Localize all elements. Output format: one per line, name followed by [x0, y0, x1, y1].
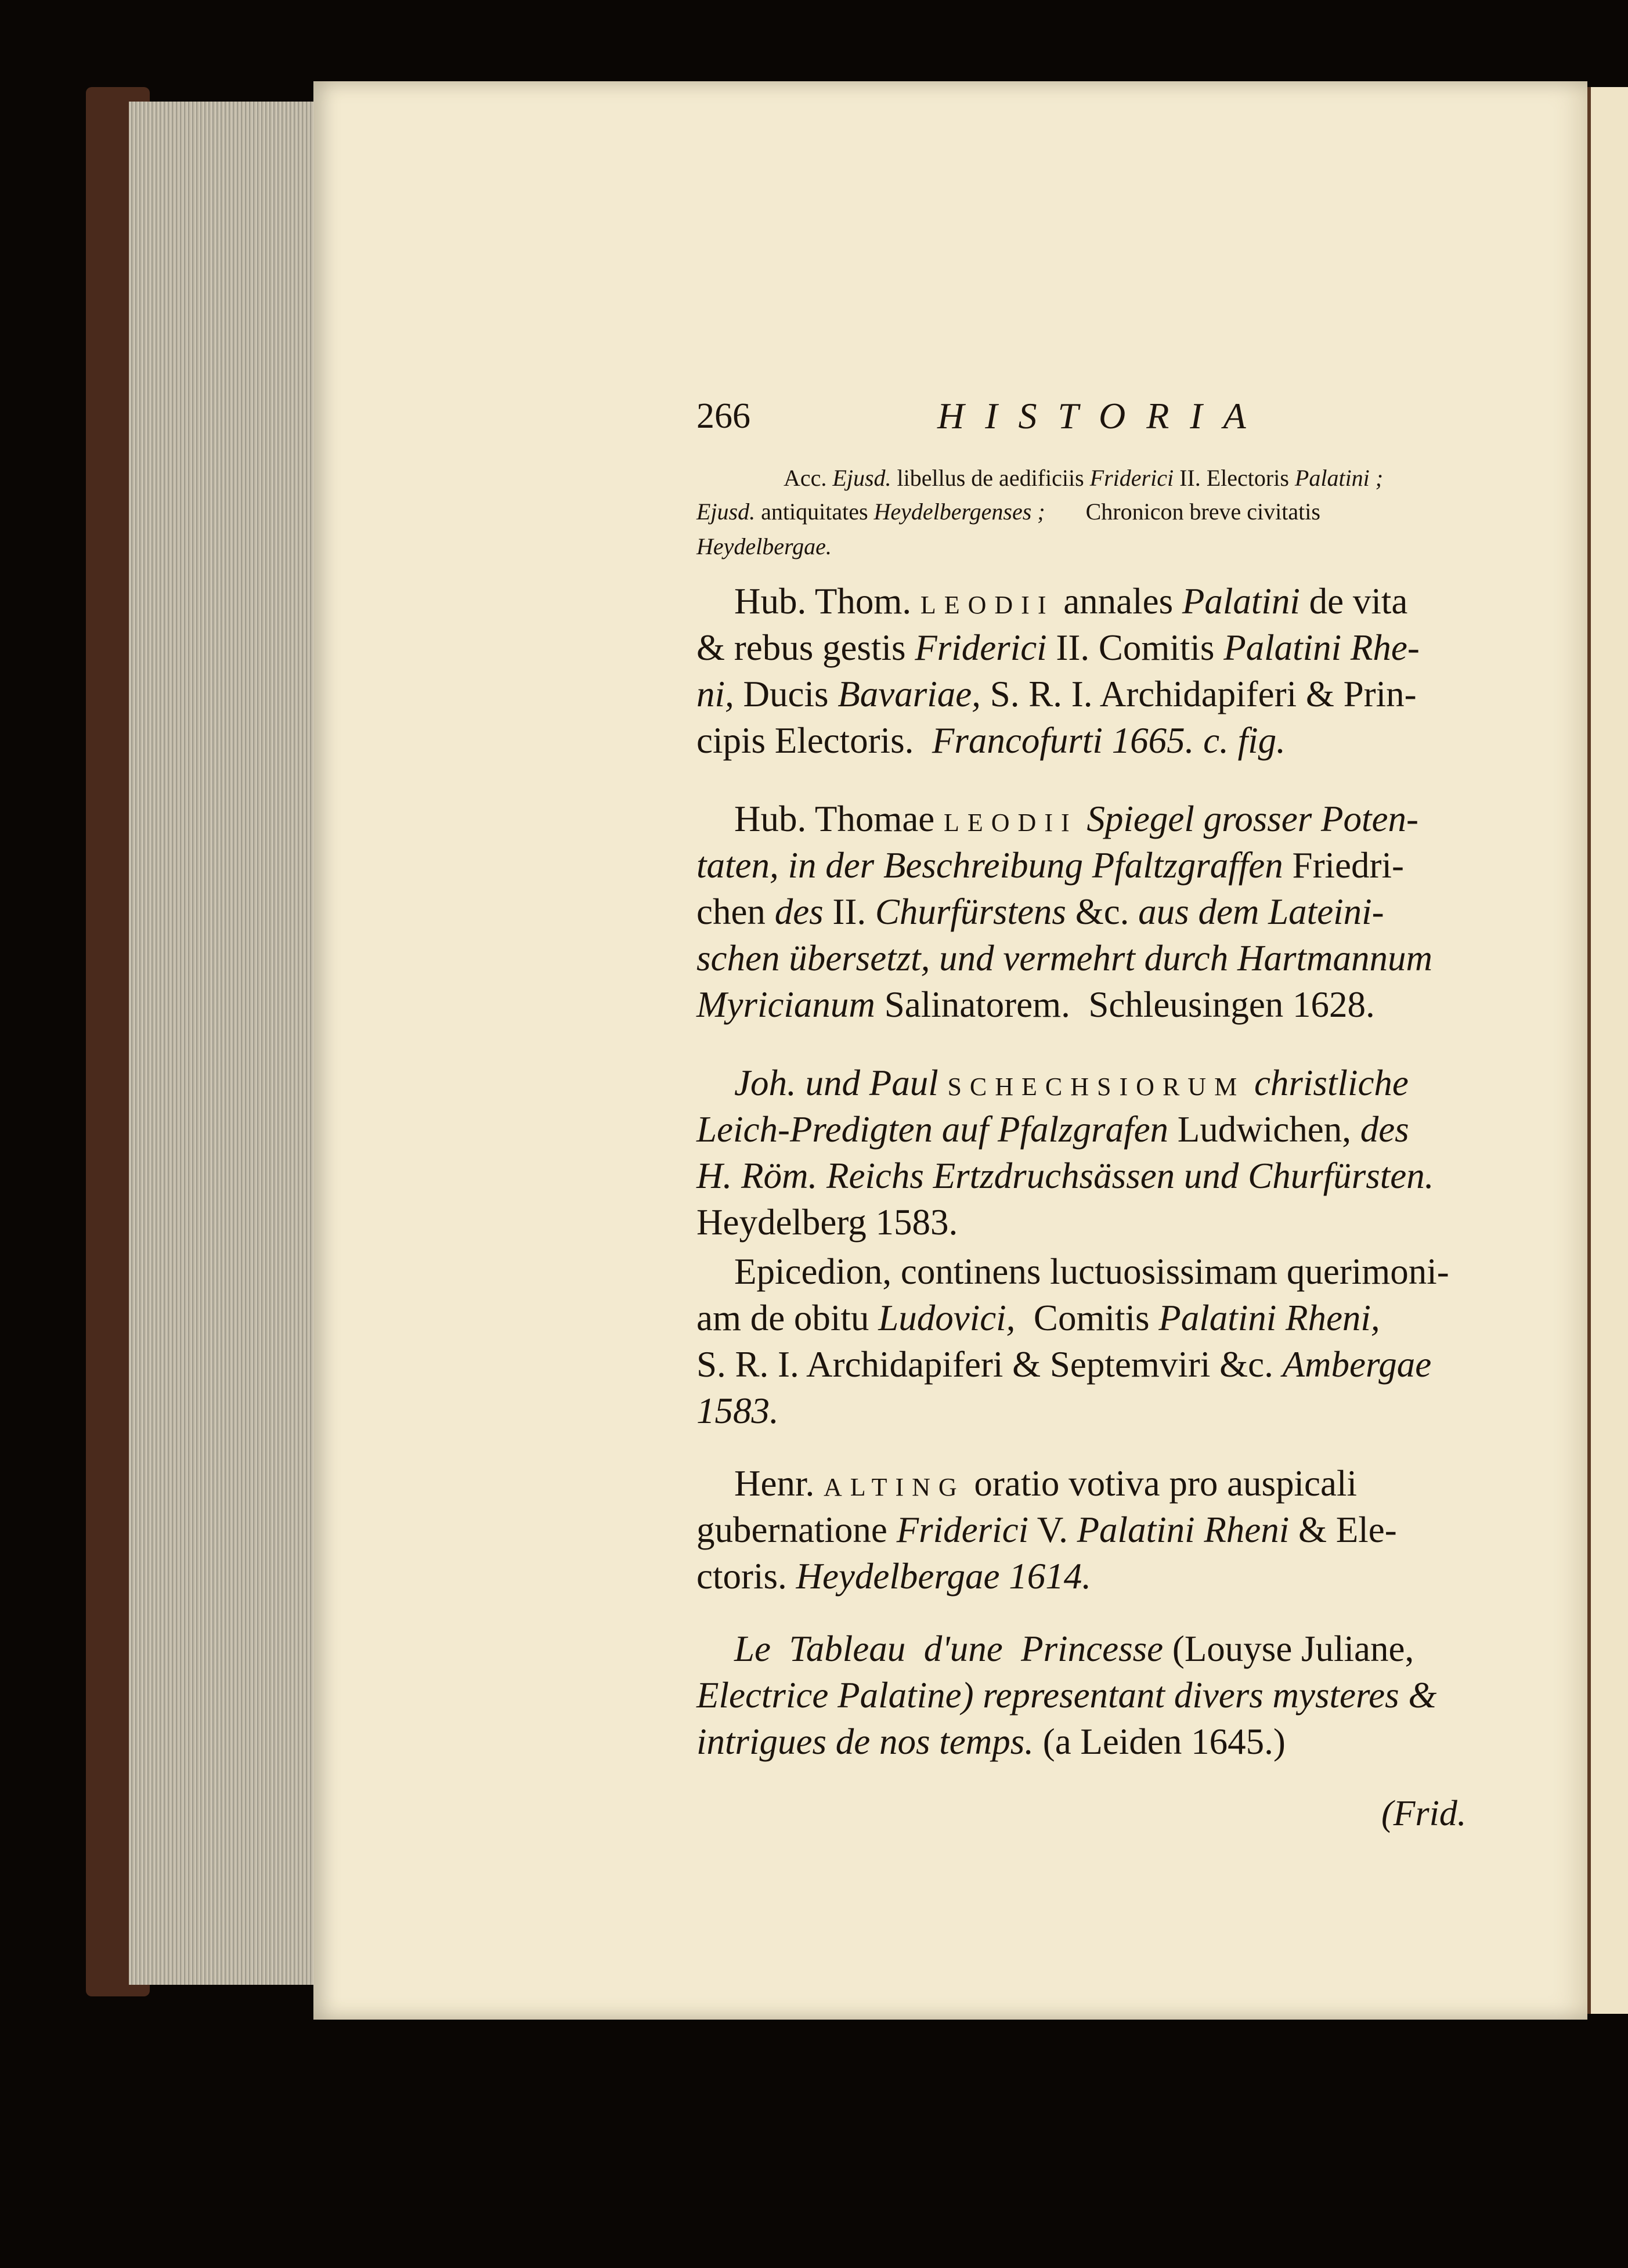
- italic-text: Leich-Predigten auf Pfalzgrafen: [696, 1109, 1169, 1150]
- text: V.: [1028, 1509, 1077, 1550]
- italic-text: Francofurti 1665. c. fig.: [932, 720, 1286, 761]
- italic-text: Palatini ;: [1294, 465, 1384, 491]
- text: [938, 1063, 948, 1103]
- italic-text: Friderici: [896, 1509, 1029, 1550]
- text: cipis Electoris.: [696, 720, 932, 761]
- entry-2-line-1: [734, 580, 1518, 623]
- italic-text: Electrice Palatine) representant divers mysteres &: [696, 1675, 1437, 1716]
- text: Hub. Thomae: [734, 799, 944, 839]
- text: S. R. I. Archidapiferi & Septemviri &c.: [696, 1344, 1283, 1385]
- text: annales: [1054, 581, 1182, 622]
- italic-text: Heydelbergenses ;: [873, 499, 1045, 525]
- italic-text: Heydelbergae 1614.: [796, 1556, 1091, 1597]
- entry-4-line-3: [696, 1155, 1480, 1197]
- italic-text: des: [774, 891, 824, 932]
- text: ctoris.: [696, 1556, 796, 1597]
- entry-5-line-1: [734, 1251, 1518, 1293]
- text: chen: [696, 891, 775, 932]
- italic-text: intrigues de nos temps.: [696, 1721, 1034, 1762]
- italic-text: Palatini: [1182, 581, 1300, 622]
- italic-text: Churfürstens: [875, 891, 1066, 932]
- text: Acc.: [784, 465, 833, 491]
- text: II. Comitis: [1046, 627, 1224, 668]
- italic-text: Joh. und Paul: [734, 1063, 938, 1103]
- entry-6-line-3: [696, 1555, 1480, 1598]
- italic-text: Heydelbergae.: [696, 533, 832, 559]
- italic-text: Palatini Rheni,: [1158, 1298, 1380, 1338]
- text: Ludwichen,: [1168, 1109, 1360, 1150]
- text: Comitis: [1015, 1298, 1159, 1338]
- entry-2-line-4: [696, 720, 1480, 762]
- page-number: 266: [696, 396, 750, 436]
- text: Chronicon breve civitatis: [1045, 499, 1320, 525]
- italic-text: 1583.: [696, 1391, 779, 1431]
- italic-text: schen übersetzt, und vermehrt durch Hartmannum: [696, 938, 1432, 978]
- italic-text: Ejusd.: [832, 465, 891, 491]
- text: Salinatorem. Schleusingen 1628.: [875, 984, 1375, 1025]
- entry-7-line-3: [696, 1721, 1480, 1763]
- entry-1-line-1: [784, 464, 1567, 492]
- page-edges: [129, 102, 315, 1985]
- italic-text: Spiegel grosser Poten-: [1086, 799, 1418, 839]
- text: II.: [823, 891, 875, 932]
- italic-text: Myricianum: [696, 984, 875, 1025]
- entry-6-line-2: [696, 1509, 1480, 1551]
- italic-text: Palatini Rhe-: [1223, 627, 1420, 668]
- text: II. Electoris: [1174, 465, 1295, 491]
- italic-text: H. Röm. Reichs Ertzdruchsässen und Churfürsten.: [696, 1155, 1434, 1196]
- italic-text: Ambergae: [1282, 1344, 1432, 1385]
- text: [1078, 799, 1087, 839]
- italic-text: aus dem Lateini-: [1138, 891, 1384, 932]
- running-title: HISTORIA: [937, 395, 1267, 436]
- text: gubernatione: [696, 1509, 897, 1550]
- italic-text: Palatini Rheni: [1077, 1509, 1290, 1550]
- italic-text: Friderici: [1089, 465, 1174, 491]
- next-page-edge: [1587, 87, 1628, 2014]
- italic-text: Ejusd.: [696, 499, 756, 525]
- entry-3-line-1: [734, 798, 1518, 840]
- italic-text: Le Tableau d'une Princesse: [734, 1628, 1164, 1669]
- entry-7-line-1: [734, 1628, 1518, 1670]
- italic-text: ni,: [696, 674, 734, 714]
- italic-text: Ludovici,: [878, 1298, 1016, 1338]
- entry-2-line-3: [696, 673, 1480, 716]
- italic-text: Bavariae,: [838, 674, 981, 714]
- entry-6-line-1: [734, 1462, 1518, 1505]
- entry-5-line-4: [696, 1390, 1480, 1432]
- entry-5-line-3: [696, 1344, 1480, 1386]
- text: antiquitates: [755, 499, 874, 525]
- text: S. R. I. Archidapiferi & Prin-: [980, 674, 1417, 714]
- italic-text: des: [1360, 1109, 1409, 1150]
- entry-3-line-4: [696, 937, 1480, 980]
- text: Ducis: [734, 674, 838, 714]
- entry-7-line-2: [696, 1674, 1480, 1717]
- entry-1-line-2: [696, 498, 1480, 525]
- entry-1-line-3: [696, 533, 1480, 560]
- text: Epicedion, continens luctuosissimam querimoni-: [734, 1251, 1449, 1292]
- catchword: (Frid.: [1381, 1794, 1467, 1833]
- entry-2-line-2: [696, 627, 1480, 669]
- entry-3-line-2: [696, 844, 1480, 887]
- italic-text: Friderici: [915, 627, 1047, 668]
- entry-3-line-5: [696, 984, 1480, 1026]
- text: Heydelberg 1583.: [696, 1202, 958, 1243]
- author-small-caps: ALTING: [823, 1473, 965, 1501]
- page-header: [696, 396, 1474, 442]
- text: (Louyse Juliane,: [1163, 1628, 1414, 1669]
- author-small-caps: LEODII: [944, 808, 1078, 837]
- entry-4-line-1: [734, 1062, 1518, 1104]
- text: & rebus gestis: [696, 627, 915, 668]
- text: (a Leiden 1645.): [1033, 1721, 1286, 1762]
- text: am de obitu: [696, 1298, 879, 1338]
- italic-text: taten, in der Beschreibung Pfaltzgraffen: [696, 845, 1283, 886]
- italic-text: christliche: [1254, 1063, 1409, 1103]
- author-small-caps: SCHECHSIORUM: [947, 1072, 1246, 1101]
- text: & Ele-: [1289, 1509, 1397, 1550]
- entry-5-line-2: [696, 1297, 1480, 1339]
- entry-4-line-2: [696, 1108, 1480, 1151]
- author-small-caps: LEODII: [920, 591, 1055, 619]
- text: &c.: [1066, 891, 1139, 932]
- text: Henr.: [734, 1463, 824, 1504]
- text: Friedri-: [1283, 845, 1404, 886]
- text: oratio votiva pro auspicali: [965, 1463, 1357, 1504]
- text: Hub. Thom.: [734, 581, 921, 622]
- text: de vita: [1299, 581, 1408, 622]
- text: [1245, 1063, 1254, 1103]
- text: libellus de aedificiis: [891, 465, 1090, 491]
- entry-4-line-4: [696, 1201, 1480, 1244]
- entry-3-line-3: [696, 891, 1480, 933]
